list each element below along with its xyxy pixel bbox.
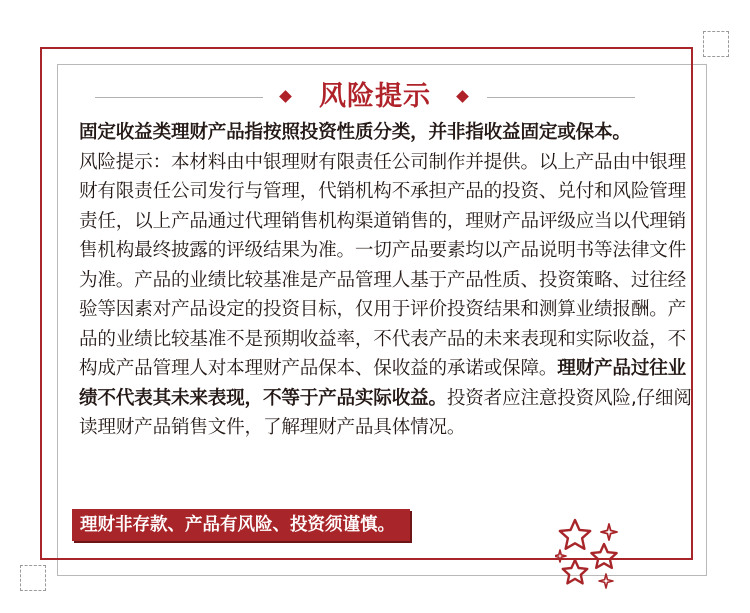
corner-crop-mark — [703, 31, 729, 57]
diamond-icon — [456, 90, 469, 103]
star-icon — [560, 520, 590, 549]
decorative-stars — [555, 514, 625, 592]
diamond-icon — [279, 90, 292, 103]
lead-statement: 固定收益类理财产品指按照投资性质分类，并非指收益固定或保本。 — [79, 122, 631, 143]
sparkle-icon — [599, 574, 613, 588]
sparkle-icon — [601, 524, 617, 540]
title-divider-left — [95, 97, 263, 98]
page-title: 风险提示 — [319, 81, 431, 112]
title-divider-right — [487, 97, 635, 98]
disclaimer-text-part2: 投资者应注意投资风险,仔细阅读理财产品销售文件，了解理财产品具体情况。 — [79, 387, 692, 438]
disclaimer-paragraph — [79, 148, 699, 443]
sparkle-icon — [555, 550, 566, 562]
disclaimer-text — [79, 118, 699, 443]
star-icon — [563, 560, 588, 583]
title-row — [95, 80, 635, 114]
risk-warning-banner: 理财非存款、产品有风险、投资须谨慎。 — [72, 509, 410, 541]
disclaimer-text-part1: 风险提示：本材料由中银理财有限责任公司制作并提供。以上产品由中银理财有限责任公司发行与管理，代销机构不承担产品的投资、兑付和风险管理责任，以上产品通过代理销售机构渠道销售的，理财产品评级应当以代理销售机构最终披露的评级结果为准。一切产品要素均以产品说明书等法律文件为准。产品的业绩比较基准是产品管理人基于产品性质、投资策略、过往经验等因素对产品设定的投资目标，仅用于评价投资结果和测算业绩报酬。产品的业绩比较基准不是预期收益率，不代表产品的未来表现和实际收益，不构成产品管理人对本理财产品保本、保收益的承诺或保障。 — [79, 151, 686, 379]
corner-crop-mark — [20, 565, 46, 591]
star-icon — [591, 544, 616, 568]
disclaimer-bold-statement: 理财产品过往业绩不代表其未来表现，不等于产品实际收益。 — [79, 358, 687, 409]
